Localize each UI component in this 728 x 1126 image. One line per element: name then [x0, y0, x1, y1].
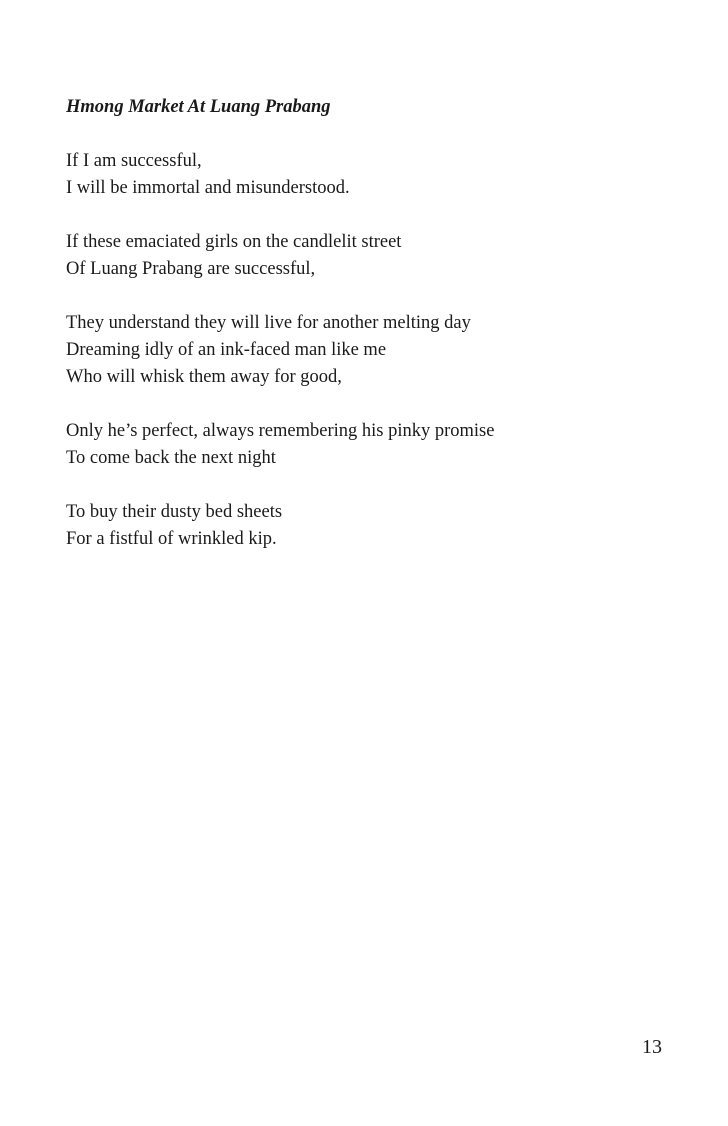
poem-line: If these emaciated girls on the candlelit street — [66, 232, 402, 252]
stanza — [66, 418, 686, 472]
poem — [66, 94, 686, 580]
poem-line: To buy their dusty bed sheets — [66, 502, 283, 522]
poem-line: Of Luang Prabang are successful, — [66, 259, 316, 279]
poem-title: Hmong Market At Luang Prabang — [66, 97, 331, 117]
poem-line: For a fistful of wrinkled kip. — [66, 529, 277, 549]
stanza — [66, 310, 686, 391]
poem-line: To come back the next night — [66, 448, 276, 468]
stanza — [66, 499, 686, 553]
poem-line: I will be immortal and misunderstood. — [66, 178, 350, 198]
poem-line: Who will whisk them away for good, — [66, 367, 342, 387]
page-number: 13 — [642, 1036, 662, 1058]
poem-line: They understand they will live for another melting day — [66, 313, 471, 333]
poem-line: If I am successful, — [66, 151, 202, 171]
stanza — [66, 148, 686, 202]
poem-line: Only he’s perfect, always remembering his pinky promise — [66, 421, 495, 441]
poem-line: Dreaming idly of an ink-faced man like me — [66, 340, 387, 360]
stanza — [66, 229, 686, 283]
